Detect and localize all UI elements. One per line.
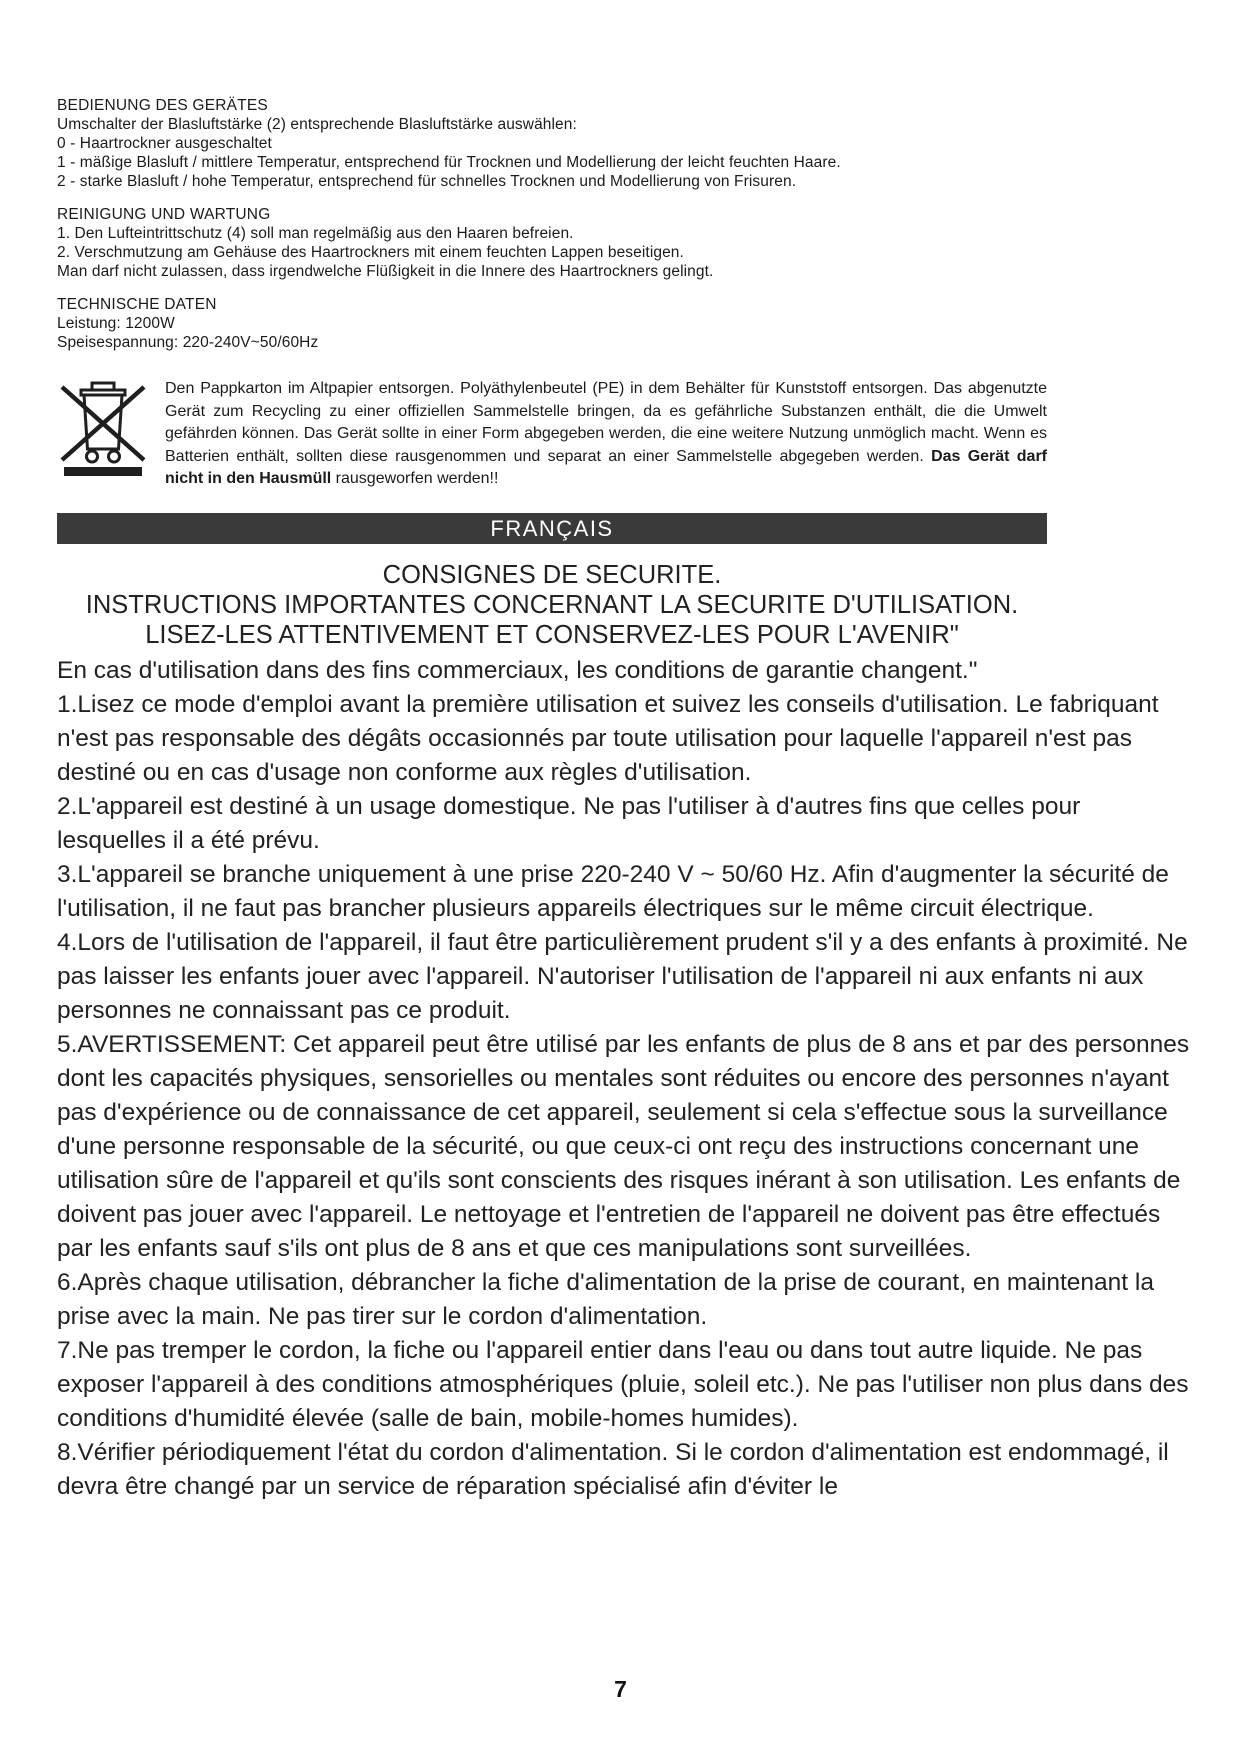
weee-text bbox=[165, 378, 1047, 491]
paragraph: 8.Vérifier périodiquement l'état du cordon d'alimentation. Si le cordon d'alimentation est endommagé, il devra être changé par un service de réparation spécialisé afin d'éviter le bbox=[57, 1438, 1169, 1500]
heading-line: INSTRUCTIONS IMPORTANTES CONCERNANT LA SECURITE D'UTILISATION. bbox=[85, 590, 1019, 619]
body-line: Man darf nicht zulassen, dass irgendwelche Flüßigkeit in die Innere des Haartrockners gelingt. bbox=[57, 263, 714, 280]
paragraph: En cas d'utilisation dans des fins commerciaux, les conditions de garantie changent." bbox=[57, 656, 978, 684]
body-line: 2 - starke Blasluft / hohe Temperatur, entsprechend für schnelles Trocknen und Modellierung von Frisuren. bbox=[57, 173, 797, 190]
section-title: REINIGUNG UND WARTUNG bbox=[57, 206, 271, 223]
body-line: 2. Verschmutzung am Gehäuse des Haartrockners mit einem feuchten Lappen beseitigen. bbox=[57, 244, 684, 261]
paragraph: 5.AVERTISSEMENT: Cet appareil peut être utilisé par les enfants de plus de 8 ans et par des personnes dont les capacités physiques, sensorielles ou mentales sont réduites ou encore des personnes n'ayant pas d'expérience ou de connaissance de cet appareil, seulement si cela s'effectue sous la surveillance d'une personne responsable de la sécurité, ou que ceux-ci ont reçu des instructions concernant une utilisation sûre de l'appareil et qu'ils sont conscients des risques inérant à son utilisation. Les enfants de doivent pas jouer avec l'appareil. Le nettoyage et l'entretien de l'appareil ne doivent pas être effectués par les enfants sauf s'ils ont plus de 8 ans et que ces manipulations sont surveillées. bbox=[57, 1030, 1190, 1262]
heading-line: CONSIGNES DE SECURITE. bbox=[382, 560, 722, 589]
weee-text-bold: Das Gerät darf nicht in den Hausmüll bbox=[165, 447, 1048, 487]
weee-notice bbox=[57, 378, 1047, 491]
paragraph: 2.L'appareil est destiné à un usage domestique. Ne pas l'utiliser à d'autres fins que celles pour lesquelles il a été prévu. bbox=[57, 792, 1081, 854]
section-reinigung bbox=[57, 205, 1047, 281]
page-number: 7 bbox=[614, 1676, 627, 1702]
body-line: Umschalter der Blasluftstärke (2) entsprechende Blasluftstärke auswählen: bbox=[57, 116, 577, 133]
french-heading bbox=[57, 560, 1047, 650]
weee-text-pre: Den Pappkarton im Altpapier entsorgen. Polyäthylenbeutel (PE) in dem Behälter für Kunststoff entsorgen. Das abgenutzte Gerät zum Recycling zu einer offiziellen Sammelstelle bringen, da es gefährliche Substanzen enthält, die die Umwelt gefährden können. Das Gerät sollte in einer Form abgegeben werden, die eine weitere Nutzung unmöglich macht. Wenn es Batterien enthält, sollten diese rausgenommen und separat an einer Sammelstelle abgegeben werden. bbox=[165, 380, 1047, 465]
paragraph: 6.Après chaque utilisation, débrancher la fiche d'alimentation de la prise de courant, en maintenant la prise avec la main. Ne pas tirer sur le cordon d'alimentation. bbox=[57, 1268, 1154, 1330]
body-line: Speisespannung: 220-240V~50/60Hz bbox=[57, 334, 319, 351]
german-section bbox=[57, 96, 1047, 352]
manual-page bbox=[57, 96, 1197, 1504]
body-line: Leistung: 1200W bbox=[57, 315, 175, 332]
body-line: 1 - mäßige Blasluft / mittlere Temperatur, entsprechend für Trocknen und Modellierung der leicht feuchten Haare. bbox=[57, 154, 841, 171]
weee-crossed-bin-icon bbox=[57, 378, 149, 483]
french-body bbox=[57, 654, 1190, 1504]
section-title: BEDIENUNG DES GERÄTES bbox=[57, 97, 268, 114]
language-section-header: FRANÇAIS bbox=[57, 513, 1047, 544]
body-line: 0 - Haartrockner ausgeschaltet bbox=[57, 135, 272, 152]
body-line: 1. Den Lufteintrittschutz (4) soll man regelmäßig aus den Haaren befreien. bbox=[57, 225, 574, 242]
section-bedienung bbox=[57, 96, 1047, 191]
paragraph: 3.L'appareil se branche uniquement à une prise 220-240 V ~ 50/60 Hz. Afin d'augmenter la sécurité de l'utilisation, il ne faut pas brancher plusieurs appareils électriques sur le même circuit électrique. bbox=[57, 860, 1169, 922]
section-technische-daten bbox=[57, 295, 1047, 352]
paragraph: 1.Lisez ce mode d'emploi avant la première utilisation et suivez les conseils d'utilisation. Le fabriquant n'est pas responsable des dégâts occasionnés par toute utilisation pour laquelle l'appareil n'est pas destiné ou en cas d'usage non conforme aux règles d'utilisation. bbox=[57, 690, 1159, 786]
paragraph: 4.Lors de l'utilisation de l'appareil, il faut être particulièrement prudent s'il y a des enfants à proximité. Ne pas laisser les enfants jouer avec l'appareil. N'autoriser l'utilisation de l'appareil ni aux enfants ni aux personnes ne connaissant pas ce produit. bbox=[57, 928, 1188, 1024]
paragraph: 7.Ne pas tremper le cordon, la fiche ou l'appareil entier dans l'eau ou dans tout autre liquide. Ne pas exposer l'appareil à des conditions atmosphériques (pluie, soleil etc.). Ne pas l'utiliser non plus dans des conditions d'humidité élevée (salle de bain, mobile-homes humides). bbox=[57, 1336, 1189, 1432]
weee-text-post: rausgeworfen werden!! bbox=[331, 470, 499, 487]
heading-line: LISEZ-LES ATTENTIVEMENT ET CONSERVEZ-LES POUR L'AVENIR" bbox=[145, 620, 959, 649]
section-title: TECHNISCHE DATEN bbox=[57, 296, 217, 313]
